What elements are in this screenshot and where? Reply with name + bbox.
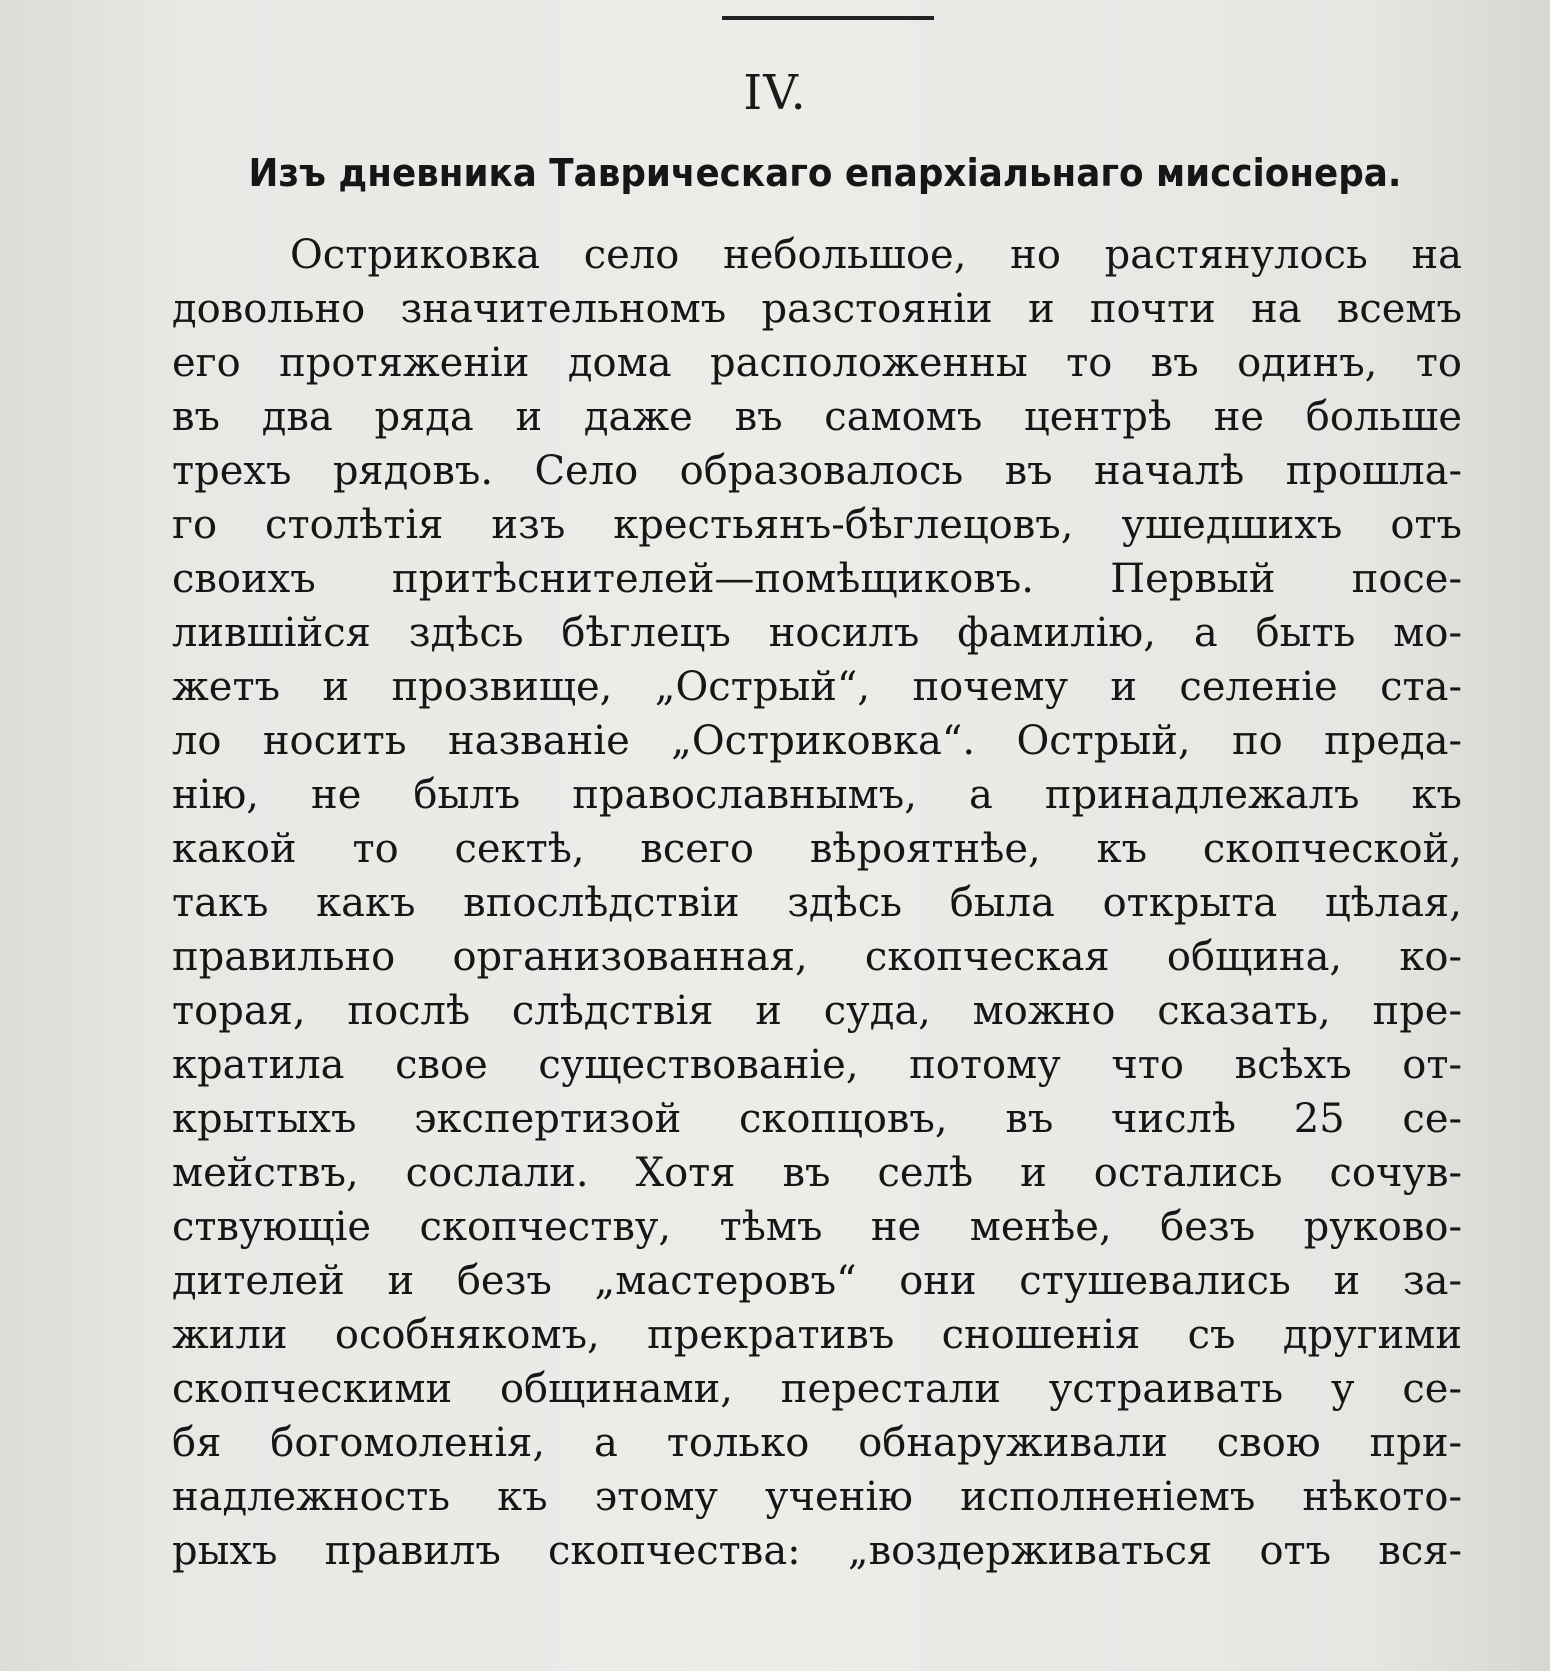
text-line: трехъ рядовъ. Село образовалось въ началѣ прошла- xyxy=(172,448,1462,494)
text-line: лившійся здѣсь бѣглецъ носилъ фамилію, а быть мо- xyxy=(172,610,1462,656)
text-line: крытыхъ экспертизой скопцовъ, въ числѣ 25 се- xyxy=(172,1096,1462,1142)
text-line: жетъ и прозвище, „Острый“, почему и селеніе ста- xyxy=(172,664,1462,710)
top-rule-divider xyxy=(722,16,934,20)
text-line: довольно значительномъ разстояніи и почти на всемъ xyxy=(172,286,1462,332)
text-line: нію, не былъ православнымъ, а принадлежалъ къ xyxy=(172,772,1462,818)
text-line: дителей и безъ „мастеровъ“ они стушевались и за- xyxy=(172,1258,1462,1304)
text-line: его протяженіи дома расположенны то въ одинъ, то xyxy=(172,340,1462,386)
text-line: ствующіе скопчеству, тѣмъ не менѣе, безъ руково- xyxy=(172,1204,1462,1250)
text-line: надлежность къ этому ученію исполненіемъ нѣкото- xyxy=(172,1474,1462,1520)
section-number: IV. xyxy=(743,65,807,121)
text-line: мействъ, сослали. Хотя въ селѣ и остались сочув- xyxy=(172,1150,1462,1196)
text-line: го столѣтія изъ крестьянъ-бѣглецовъ, ушедшихъ отъ xyxy=(172,502,1462,548)
text-line: скопческими общинами, перестали устраивать у се- xyxy=(172,1366,1462,1412)
text-line: рыхъ правилъ скопчества: „воздерживаться отъ вся- xyxy=(172,1528,1462,1574)
text-line: жили особнякомъ, прекративъ сношенія съ другими xyxy=(172,1312,1462,1358)
text-line: въ два ряда и даже въ самомъ центрѣ не больше xyxy=(172,394,1462,440)
text-line: бя богомоленія, а только обнаруживали свою при- xyxy=(172,1420,1462,1466)
text-line: своихъ притѣснителей—помѣщиковъ. Первый посе- xyxy=(172,556,1462,602)
article-body xyxy=(172,228,1462,1578)
text-line: ло носить названіе „Остриковка“. Острый, по преда- xyxy=(172,718,1462,764)
text-line: торая, послѣ слѣдствія и суда, можно сказать, пре- xyxy=(172,988,1462,1034)
text-line: правильно организованная, скопческая община, ко- xyxy=(172,934,1462,980)
text-line: Остриковка село небольшое, но растянулось на xyxy=(290,232,1462,278)
text-line: такъ какъ впослѣдствіи здѣсь была открыта цѣлая, xyxy=(172,880,1462,926)
article-heading: Изъ дневника Таврическаго епархіальнаго миссіонера. xyxy=(248,151,1402,195)
text-line: какой то сектѣ, всего вѣроятнѣе, къ скопческой, xyxy=(172,826,1462,872)
text-line: кратила свое существованіе, потому что всѣхъ от- xyxy=(172,1042,1462,1088)
